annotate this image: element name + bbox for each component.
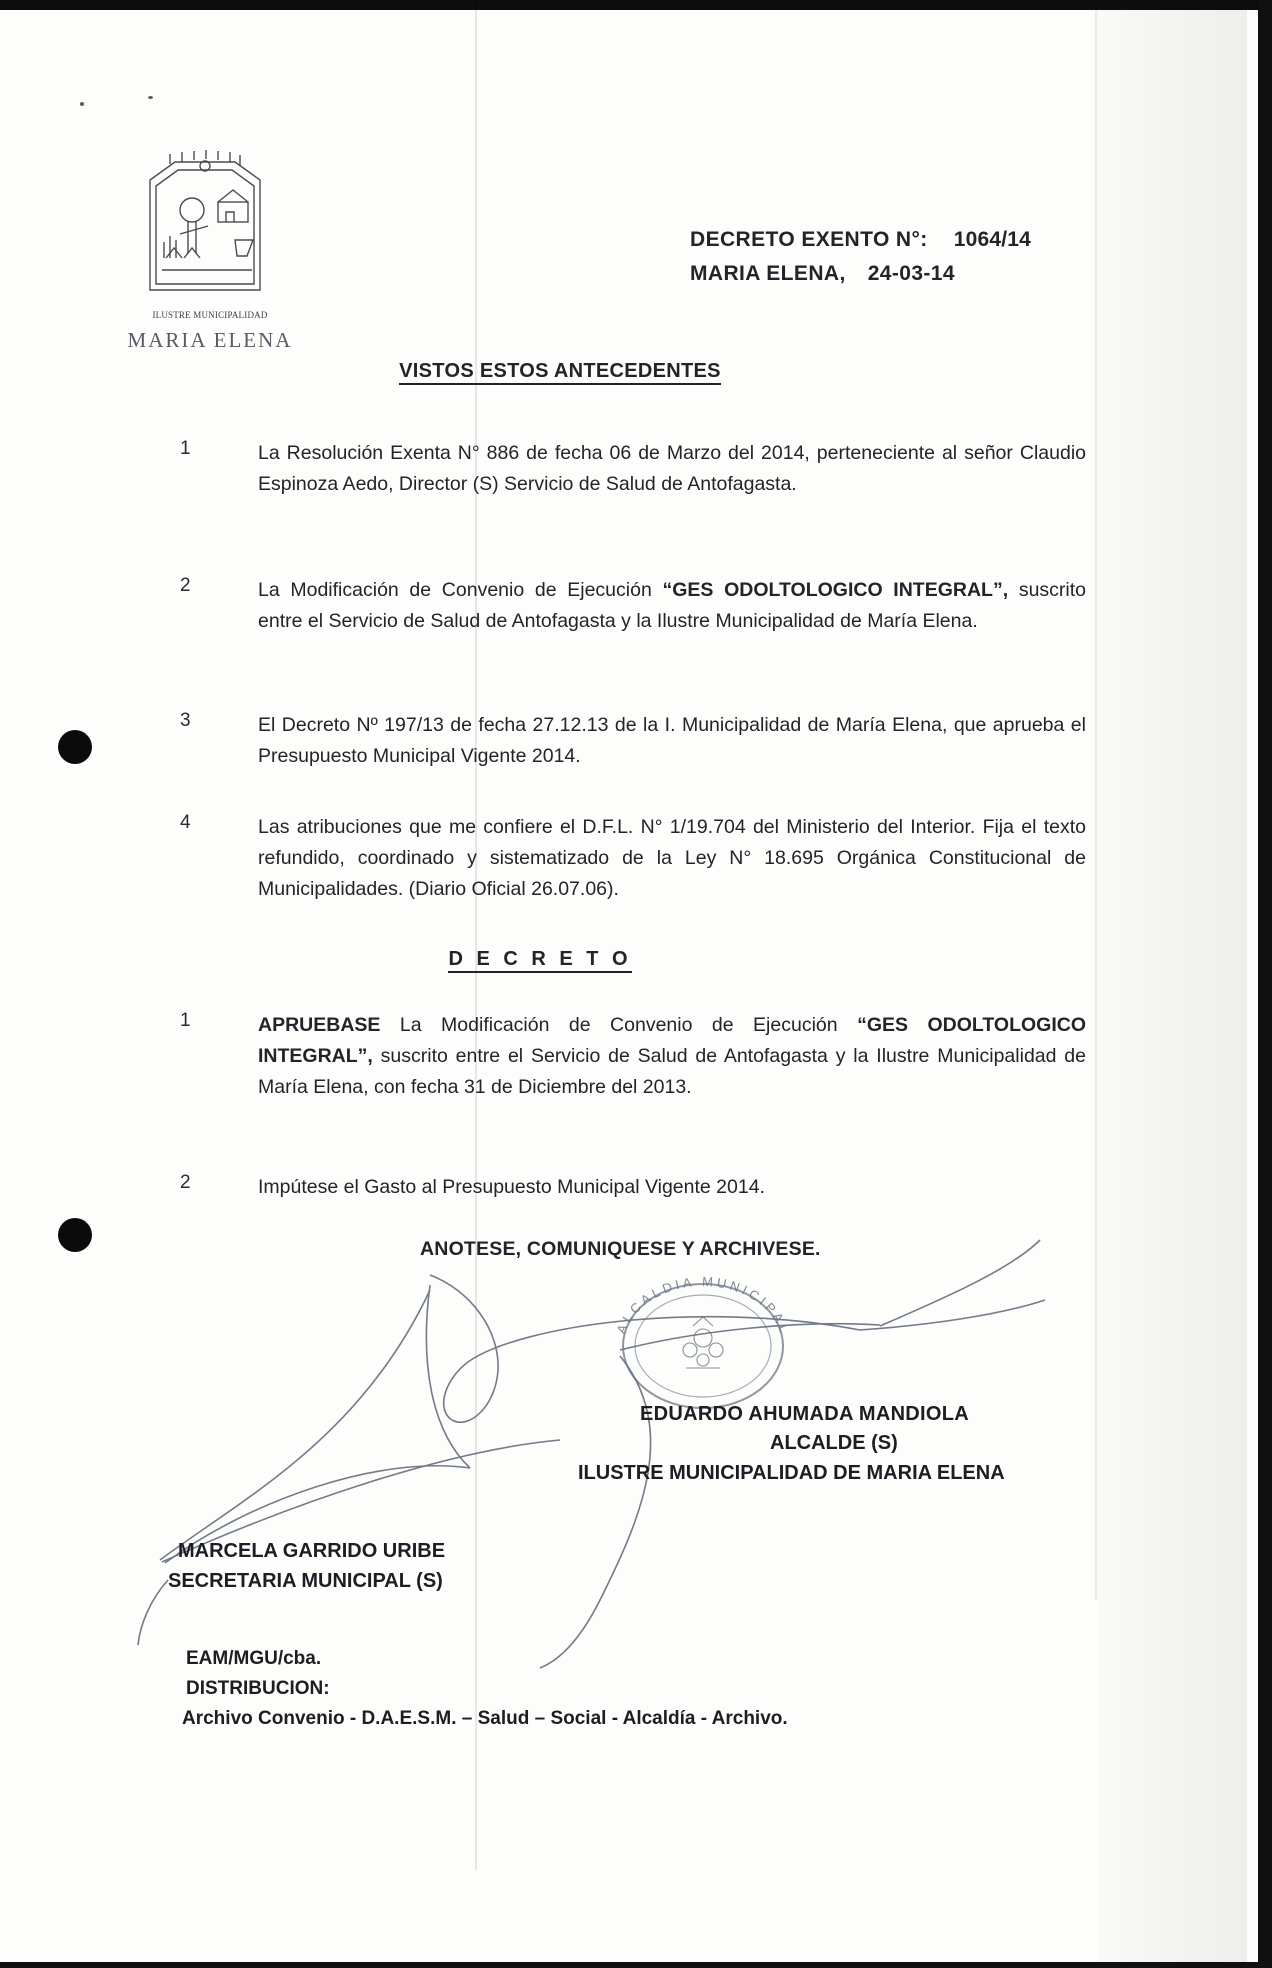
footer-distribution-label: DISTRIBUCION: [186, 1678, 330, 1699]
hole-punch-lower [58, 1218, 92, 1252]
vistos-item-1-text: La Resolución Exenta N° 886 de fecha 06 de Marzo del 2014, perteneciente al señor Claudio Espinoza Aedo, Director (S) Servicio de Salud de Antofagasta. [258, 442, 1086, 495]
vistos-item-4-number: 4 [180, 812, 191, 833]
decree-date: 24-03-14 [867, 262, 955, 285]
vistos-item-3-number: 3 [180, 710, 191, 731]
decreto-item-1-bold-title: “GES ODOLTOLOGICO INTEGRAL”, [258, 1014, 1086, 1067]
signature-secondary-role: SECRETARIA MUNICIPAL (S) [168, 1570, 443, 1592]
section-title-decreto [0, 948, 1080, 971]
footer-distribution-list: Archivo Convenio - D.A.E.S.M. – Salud – Social - Alcaldía - Archivo. [182, 1708, 788, 1729]
vistos-item-4-text: Las atribuciones que me confiere el D.F.L. N° 1/19.704 del Ministerio del Interior. Fija el texto refundido, coordinado y sistematizado de la Ley N° 18.695 Orgánica Constitucional de Municipalidades. (Diario Oficial 26.07.06). [258, 816, 1086, 900]
section-title-vistos-text: VISTOS ESTOS ANTECEDENTES [399, 360, 721, 385]
section-title-vistos [0, 360, 1120, 383]
vistos-item-2-number: 2 [180, 575, 191, 596]
decreto-item-1-text-mid: La Modificación de Convenio de Ejecución [380, 1014, 858, 1036]
decreto-item-2-number: 2 [180, 1172, 191, 1193]
closing-line: ANOTESE, COMUNIQUESE Y ARCHIVESE. [420, 1238, 821, 1260]
vistos-item-2-text-after: suscrito entre el Servicio de Salud de Antofagasta y la Ilustre Municipalidad de María Elena. [258, 579, 1087, 632]
decree-city: MARIA ELENA, [690, 262, 846, 285]
signature-primary-name: EDUARDO AHUMADA MANDIOLA [640, 1403, 970, 1425]
svg-text:ALCALDIA MUNICIPAL: ALCALDIA MUNICIPAL [613, 1273, 794, 1338]
signature-primary-role: ALCALDE (S) [770, 1432, 898, 1454]
scan-fold-line-right [1095, 0, 1097, 1600]
crest-caption-large: MARIA ELENA [127, 328, 293, 352]
scan-fold-line [475, 0, 477, 1870]
decreto-item-1-bold-lead: APRUEBASE [258, 1014, 381, 1036]
vistos-item-3-text: El Decreto Nº 197/13 de fecha 27.12.13 de la I. Municipalidad de María Elena, que aprueba el Presupuesto Municipal Vigente 2014. [258, 714, 1086, 767]
scan-speck [80, 102, 84, 106]
decreto-item-1-text-after: suscrito entre el Servicio de Salud de Antofagasta y la Ilustre Municipalidad de María Elena, con fecha 31 de Diciembre del 2013. [258, 1045, 1086, 1098]
decreto-item-1-text [258, 1010, 1086, 1103]
scan-edge-right [1258, 0, 1272, 1968]
section-title-decreto-text: D E C R E T O [448, 948, 631, 973]
municipal-crest-icon [140, 150, 270, 295]
scan-edge-bottom [0, 1962, 1272, 1968]
crest-caption-small: ILUSTRE MUNICIPALIDAD [152, 310, 268, 320]
decree-city-line [690, 262, 955, 286]
signature-primary-org: ILUSTRE MUNICIPALIDAD DE MARIA ELENA [578, 1462, 1005, 1484]
decreto-item-1-number: 1 [180, 1010, 191, 1031]
scan-edge-top [0, 0, 1272, 10]
scan-shadow [1097, 0, 1247, 1968]
signature-secondary-name: MARCELA GARRIDO URIBE [178, 1540, 446, 1562]
footer-initials: EAM/MGU/cba. [186, 1648, 322, 1669]
vistos-item-2-text-before: La Modificación de Convenio de Ejecución [258, 579, 663, 601]
decree-number: 1064/14 [953, 228, 1031, 251]
official-round-stamp [598, 1268, 808, 1418]
decree-label: DECRETO EXENTO N°: [690, 228, 928, 251]
decree-header-line [690, 228, 1031, 252]
vistos-item-2-bold: “GES ODOLTOLOGICO INTEGRAL”, [662, 579, 1009, 601]
scan-speck [148, 96, 153, 99]
decreto-item-2-text: Impútese el Gasto al Presupuesto Municipal Vigente 2014. [258, 1176, 765, 1198]
hole-punch-upper [58, 730, 92, 764]
vistos-item-2-text [258, 575, 1086, 637]
vistos-item-1-number: 1 [180, 438, 191, 459]
